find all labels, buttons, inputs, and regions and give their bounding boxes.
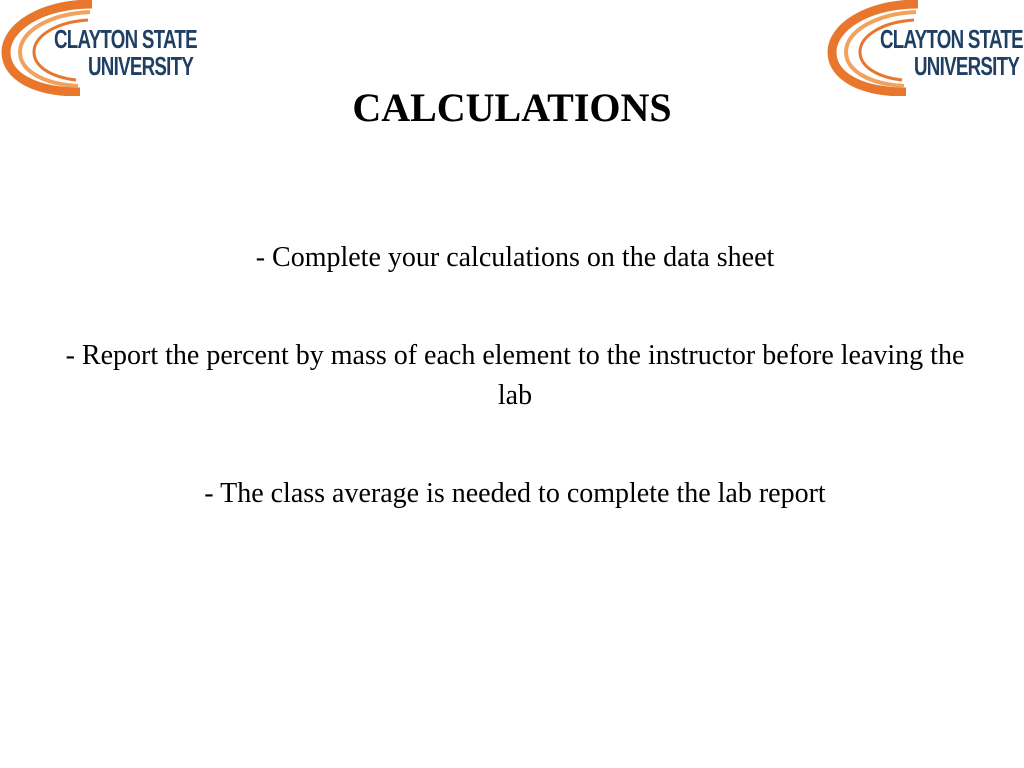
clayton-state-logo-right — [826, 0, 1024, 96]
bullet-item: - Report the percent by mass of each element to the instructor before leaving the lab — [65, 340, 965, 411]
bullet-item: - Complete your calculations on the data sheet — [255, 242, 775, 273]
slide-title: CALCULATIONS — [352, 85, 672, 130]
logo-text-line1: CLAYTON STATE — [880, 24, 1023, 54]
logo-text-line2: UNIVERSITY — [88, 51, 194, 81]
bullet-list — [60, 238, 970, 572]
bullet-item: - The class average is needed to complete the lab report — [204, 478, 826, 509]
clayton-state-logo-left — [0, 0, 200, 96]
logo-text-line2: UNIVERSITY — [914, 51, 1020, 81]
logo-text-line1: CLAYTON STATE — [54, 24, 197, 54]
